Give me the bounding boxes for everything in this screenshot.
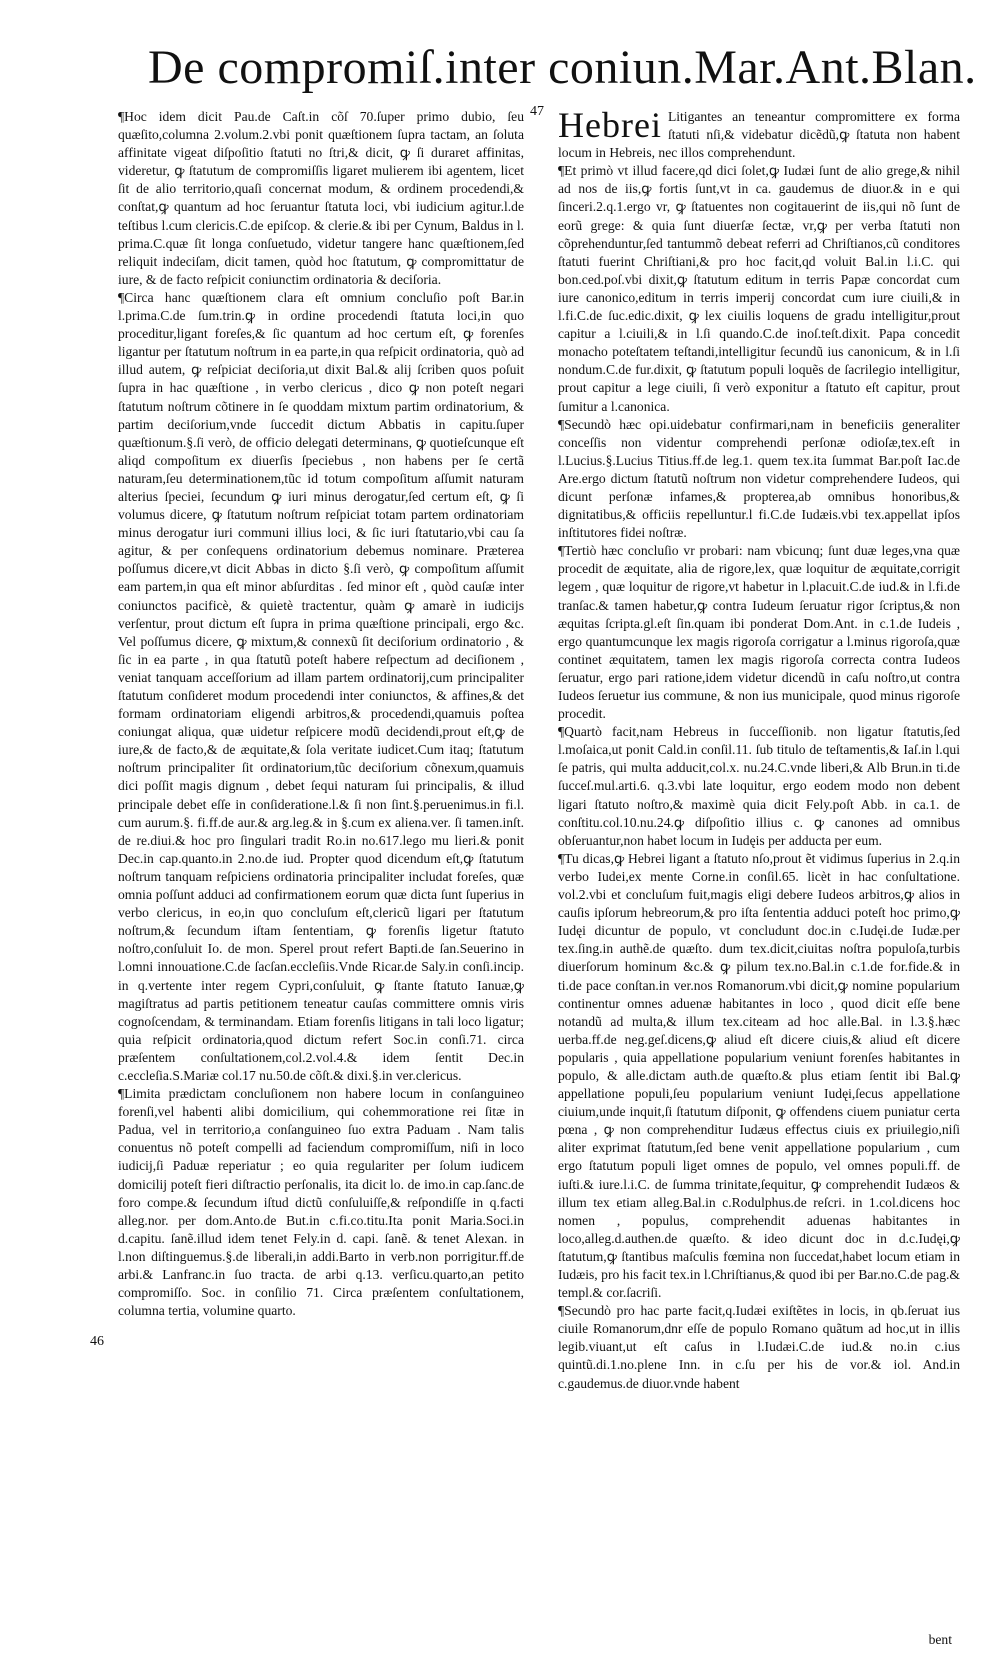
catchword: bent bbox=[928, 1632, 952, 1647]
left-column bbox=[118, 108, 524, 1320]
right-paragraph-6: ¶Tu dicas,ꝙ Hebrei ligant a ſtatuto nſo,prout ẽt vidimus ſuperius in 2.q.in verbo Iudei,ex mente Corne.in conſil.65. licèt in hac conſultatione. vol.2.vbi et concluſum fuit,magis eligi debere Iudeos arbitros,ꝙ alios in cauſis ipſorum hebreorum,& pro iſta ſententia adduci poteſt hoc primo,ꝙ Iudęi dicuntur de populo, vt concludunt doc.in c.Iudęi.de Iudæ.per tex.ſing.in authẽ.de quæſto. dum tex.dicit,ciuitas noſtra populoſa,turbis diuerſorum hominum &c.& ꝙ pilum tex.no.Bal.in c.1.de for.fide.& in ti.de pace conſtan.in ver.nos Romanorum.vbi dicit,ꝙ nomine popularium continentur omnes aduenæ habitantes in loco , quod dicit eſſe bene notandũ ad multa,& illum tex.citeam ad hoc alle.Bal. in l.3.§.hæc uerba.ff.de neg.geſ.dicens,ꝙ aliud eſt dicere ciuis,& aliud eſt dicere popularis , quia appellatione popularium veniunt forenſes habitantes in populo, & alle.dictam auth.de quæſto.& plus etiam ſentit ibi Bal.ꝙ appellatione populi,ſeu popularium veniunt Iudęi,ſecus appellatione ciuium,unde inquit,ſi ſtatutum diſponit, ꝙ offendens ciuem puniatur certa pœna , ꝙ non comprehenditur Iudæus effectus ciuis ex priuilegio,niſi aliter exprimat ſtatutum,ſed bene venit appellatione popularium , cum ergo ſtatutum populi liget omnes de populo, vel omnes populi.ff. de iuſti.& iure.l.i.C. de ſumma trinitate,ſequitur, ꝙ comprehendit Iudæos & illum tex etiam alleg.Bal.in c.Rodulphus.de reſcri. in 1.col.dicens hoc nomen , populus, comprehendit aduenas habitantes in loco,alleg.d.authen.de quæſto. & ideo dicunt doc in d.c.Iudęi,ꝙ ſtatutum,ꝙ ſtantibus maſculis fœmina non ſuccedat,habet locum etiam in Iudæis, pro his facit tex.in l.Chriſtianus,& quod ibi per Bar.no.C.de pag.& templ.& cor.ſacriſi. bbox=[558, 850, 960, 1301]
right-paragraph-2: ¶Et primò vt illud facere,qd dici ſolet,ꝙ Iudæi ſunt de alio grege,& nihil ad nos de iis,ꝙ fortis ſunt,vt in ca. gaudemus de diuor.& in e qui ſinceri.2.q.1.ergo vr, ꝙ ſtatuentes non cogitauerint de iis,qui nõ ſunt de eorũ grege: & quia ſunt diuerſæ ſectæ, vr,ꝙ per verba ſtatuti non cõprehenduntur,ſed tantummõ debeat referri ad Chriſtianos,cũ conditores ſtatuti fuerint Chriſtiani,& pro hoc facit,qd voluit Bal.in l.i.C. qui bon.ced.poſ.vbi dixit,ꝙ ſtatutum editum in terris Papæ concordat cum iure canonico,editum in terris imperij concordat cum iure ciuili,& in l.fi.C.de ſuc.edic.dixit, ꝙ lex ciuilis loquens de gradu intelligitur,prout capitur a l.ciuili,& in l.ſi quando.C.de inoſ.teſt.dixit. Papa concedit monacho poteſtatem teſtandi,intelligitur ſecundũ ius canonicum, & in l.ſi nondum.C.de fur.dixit, ꝙ ſtatutum populi loquẽs de ſacrilegio intelligitur, prout capitur a lege ciuili, ſi verò exponitur a ſtatuto eſt capitur, prout ſumitur a l.canonica. bbox=[558, 163, 960, 414]
right-paragraph-5: ¶Quartò facit,nam Hebreus in ſucceſſionib. non ligatur ſtatutis,ſed l.moſaica,ut ponit Cald.in conſil.11. ſub titulo de teſtamentis,& Iaſ.in l.qui ſe patris, qui multa adducit,col.x. nu.24.C.vnde liberi,& Alb Brun.in ti.de ſucceſ.mul.arti.6. q.3.vbi late loquitur, ergo eodem modo non debent ligari ſtatuto noſtro,& maximè quia dicit Fely.poſt Abb. in ca.1. de conſtitu.col.10.nu.24.ꝙ diſpoſitio illius c. ꝙ canones ad omnibus obſeruantur,non habet locum in Iudęis per adducta per eum. bbox=[558, 724, 960, 848]
right-paragraph-4: ¶Tertiò hæc concluſio vr probari: nam vbicunq; ſunt duæ leges,vna quæ procedit de æquitate, alia de rigore,lex, quæ loquitur de æquitate,corrigit legem , quæ loquitur de rigore,vt habetur in l.placuit.C.de iud.& in l.fi.de tranſac.& tamen habetur,ꝙ contra Iudeum ſeruatur rigor ſcriptus,& non æquitas ſcripta.gl.eſt ſin.quam ibi ponderat Dom.Ant. in c.1.de Iudeis , ergo quantumcunque lex magis rigoroſa corrigatur a l.minus rigoroſa,quæ continet æquitatem, tamen lex magis rigoroſa correcta contra Iudeos ſeruatur, ergo pari ratione,idem videtur dicendũ in caſu noſtro,ut contra Iudeos ſeruetur ius commune, & non ius municipale, quod minus rigoroſe procedit. bbox=[558, 543, 960, 722]
right-column bbox=[558, 105, 960, 1393]
right-paragraph-1: Litigantes an teneantur compromittere ex forma ſtatuti nſi,& videbatur dicẽdũ,ꝙ ſtatuta non habent locum in Hebreis, nec illos comprehendunt. bbox=[558, 109, 960, 161]
right-paragraph-3: ¶Secundò hæc opi.uidebatur confirmari,nam in beneficiis generaliter conceſſis non videntur comprehendi perſonæ odioſæ,tex.eſt in l.Lucius.§.Lucius Titius.ff.de leg.1. quem tex.ita ſummat Bar.poſt Iac.de Are.ergo dictum ſtatutũ noſtrum non videtur comprehendere Iudeos, qui dicunt perſonæ infames,& propterea,ab omnibus honoribus,& dignitatibus,& officiis repelluntur.l fi.C.de Iudæis.vbi tex.appellat ipſos inſtitutores fidei noſtræ. bbox=[558, 416, 960, 541]
left-paragraph-3: ¶Limita prædictam concluſionem non habere locum in conſanguineo forenſi,vel habenti alibi domicilium, qui cohemmoratione rei ſitæ in Padua, vel in territorio,a conſanguineo ſuo extra Paduam . Nam talis conuentus nõ poteſt compelli ad faciendum compromiſſum, niſi in loco iudicij,ſi Paduæ reperiatur ; eo quia regulariter per ſolum iudicem domicilij poteſt fieri diſtractio perſonalis, ita dicit lo. de imo.in cap.ſanc.de foro compe.& ſecundum iſtud dictũ conſuluiſſe,& reſpondiſſe in q.facti alleg.nor. per dom.Anto.de But.in c.fi.co.titu.Ita ponit Maria.Soci.in d.capitu. ſanẽ.illud idem tenet Fely.in d. capi. ſanẽ. & tenet Alexan. in l.non diſtinguemus.§.de liberali,in addi.Barto in verb.non porrigitur.ff.de arbi.& Lanfranc.in ſuo tracta. de arbi q.13. verſicu.quarto,an petito compromiſſo. Soc. in conſilio 71. Circa præſentem conſultationem, columna tertia, volumine quarto. bbox=[118, 1086, 524, 1319]
left-paragraph-1: ¶Hoc idem dicit Pau.de Caſt.in cõſ 70.ſuper primo dubio, ſeu quæſito,columna 2.volum.2.vbi ponit quæſtionem ſupra tactam, an ſoluta affinitate vigeat diſpoſitio ſtatuti no ſtri,& dicit, ꝙ ſi duraret affinitas, videretur, ꝙ ſtatutum de compromiſſis ligaret mulierem ibi agentem, licet ſit de alio territorio,quaſi concernat modum, & ordinem procedendi,& conſtat,ꝙ quantum ad hoc ſeruantur ſtatuta loci, vbi iudicium agitur.l.de teſtibus l.cum clericis.C.de epiſcop. & clerie.& ibi per Cynum, Baldus in l. prima.C.quæ ſit longa conſuetudo, videtur tangere hanc quæſtionem,ſed reliquit indeciſam, dicit tamen, quòd hoc ſtatutum, ꝙ compromittatur de iure, & de facto reſpicit coniunctim ordinatoria & deciſoria. bbox=[118, 109, 524, 287]
page-title: De compromiſ.inter coniun.Mar.Ant.Blan. bbox=[148, 41, 977, 94]
section-heading-hebrei: Hebrei bbox=[558, 105, 662, 145]
right-paragraph-7: ¶Secundò pro hac parte facit,q.Iudæi exiſtẽtes in locis, in qb.ſeruat ius ciuile Romanorum,dnr eſſe de populo Romano quãtum ad hoc,ut in illis legib.viuant,ut eſt caſus in l.Iudæi.C.de iud.& no.in c.ius quintũ.di.1.no.plene Inn. in c.ſu per his de vor.& iol. And.in c.gaudemus.de diuor.vnde habent bbox=[558, 1303, 960, 1391]
left-paragraph-2: ¶Circa hanc quæſtionem clara eſt omnium concluſio poſt Bar.in l.prima.C.de ſum.trin.ꝙ in ordine procedendi ſtatuta loci,in quo proceditur,ligant foreſes,& ſic quantum ad hoc certum eſt, ꝙ forenſes ligantur per ſtatutum noſtrum in ea parte,in qua reſpicit ordinatoria, quò ad illud autem, ꝙ reſpiciat deciſoria,ut dixit Bal.& alij ſcriben quos poſuit ſupra in hac quæſtione , in verbo clericus , dico ꝙ non poteſt negari ſtatutum noſtrum cõtinere in ſe quoddam mixtum partim ordinatorium, & partim deciſorium,vnde ſuccedit dictum Abbatis in capitu.ſuper quæſtionum.§.ſi verò, de officio delegati determinans, ꝙ quotieſcunque eſt aliqd compoſitum ex diuerſis ſpeciebus , non habens per ſe certã naturam,ſeu determinationem,tũc id totum compoſitum aſſumit naturam alterius ſpeciei, ſecundum ꝙ iuri minus derogatur,ſed certum eſt, ꝙ ſi volumus dicere, ꝙ ſtatutum noſtrum reſpiciat totam partem ordinatoriam minus derogatur iuri communi illius loci, & ſic iuri ſtatutario,vbi cau ſa agitur, & per conſequens ordinatorium debemus nominare. Præterea poſſumus dicere,vt dicit Abbas in dicto §.ſi verò, ꝙ compoſitum aſſumit eam partem,in qua eſt minor abſurditas . ſed minor eſt , quòd cauſæ inter coniunctos pacificè, & quietè tractentur, quàm ꝙ amarè in iudicijs verſentur, prout dictum eſt ſupra in prima quæſtione principali, ergo &c. Vel poſſumus dicere, ꝙ mixtum,& connexũ ſit deciſorium ordinatorio , & ſic in ea parte , in qua ſtatutũ poteſt habere reſpectum ad deciſionem , veniat tanquam acceſſorium ad illam partem ordinatorij,cum principaliter ſtatutum conſideret modum procedendi inter coniunctos, & affines,& det formam ordinatoriam eligendi arbitros,& procedendi,quamuis poſtea coniungat aliqua, quæ uidetur reſpicere modũ decidendi,prout eſt,ꝙ de iure,& de facto,& de æquitate,& ſola veritate iudicet.Cum itaq; ſtatutum noſtrum principaliter ſit ordinatorium,tũc deciſorium cõnexum,quamuis dici poſſit magis dignum , debet ſequi naturam ſui principalis, & illud principale debet eſſe in conſideratione.l.& ſi non ſint.§.peruenimus.in fi.l. cum aurum.§. fi.ff.de aur.& arg.leg.& in §.cum ex aliena.ver. ſi tamen.inſt. de re.diui.& hoc pro ſingulari tradit Ro.in no.617.lego mu lieri.& ponit Dec.in cap.quanto.in 2.no.de iud. Propter quod dicendum eſt,ꝙ ſtatutum noſtrum tanquam reſpiciens ordinatoria principaliter includat foreſes, quæ omnia poſſunt adduci ad confirmationem eorum quæ dicta ſunt ſuperius in verbo clericus, in eo,in quo concluſum eſt,clericũ ligari per ſtatutum noſtrum,& ſecundum iſtam ſententiam, ꝙ forenſis ligetur ſtatuto noſtro,conſuluit Io. de mon. Sperel prout refert Bapti.de ſan.Seuerino in l.omni innouatione.C.de ſacſan.eccleſiis.Vnde Ricar.de Saly.in conſi.incip. in q.vertente inter regem Cypri,conſuluit, ꝙ ſtante ſtatuto Ianuæ,ꝙ magiſtratus ad partis petitionem teneatur cauſas committere omnis viris cognoſcendam, & terminandam. Etiam forenſis litigans in tali loco ligatur; quia reſpicit ordinatoria,quod dictum refert Soc.in conſi.71. circa præſentem conſultationem,col.2.vol.4.& idem ſentit Dec.in c.eccleſia.S.Mariæ col.17 nu.50.de cõſt.& dixi.§.in ver.clericus. bbox=[118, 289, 524, 1083]
margin-number-left: 46 bbox=[90, 1334, 104, 1349]
margin-number-top: 47 bbox=[530, 104, 544, 119]
